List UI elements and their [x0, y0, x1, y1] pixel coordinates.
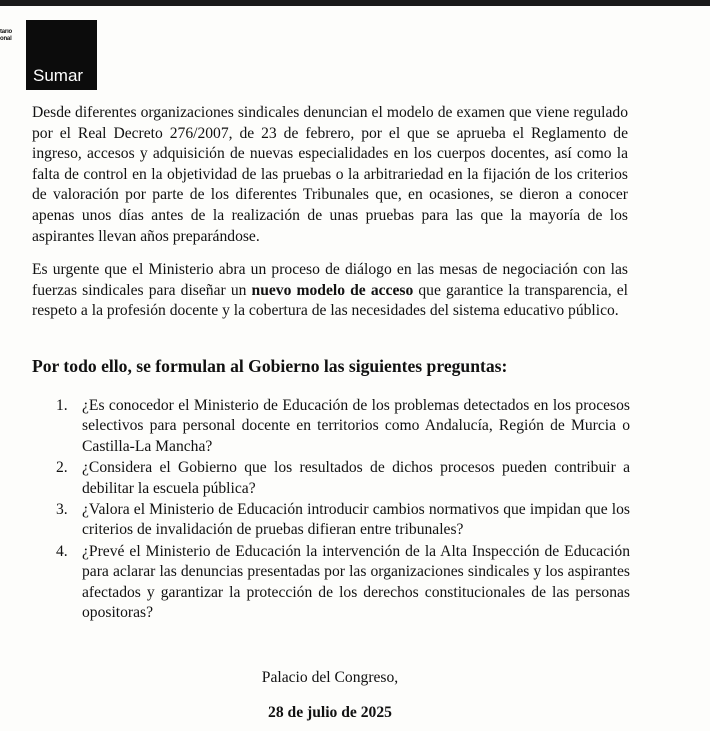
question-number: 2.: [56, 459, 68, 477]
sumar-logo: [26, 20, 97, 90]
closing-place: Palacio del Congreso,: [261, 669, 399, 686]
paragraph-2-before: Es urgente que el Ministerio abra un proceso de diálogo en las mesas de negociación con las fuerzas sindicales para diseñar un: [32, 261, 628, 299]
logo-text: Sumar: [33, 66, 84, 85]
side-label-line1: tario: [0, 29, 13, 35]
question-item: [56, 500, 630, 541]
question-number: 4.: [56, 542, 68, 560]
question-text: ¿Considera el Gobierno que los resultados de dichos procesos pueden contribuir a debilitar la escuela pública?: [82, 459, 630, 497]
question-item: [56, 542, 630, 624]
question-text: ¿Es conocedor el Ministerio de Educación de los problemas detectados en los procesos selectivos para personal docente en territorios como Andalucía, Región de Murcia o Castilla-La Mancha?: [82, 397, 630, 455]
question-text: ¿Valora el Ministerio de Educación introducir cambios normativos que impidan que los criterios de invalidación de pruebas difieran entre tribunales?: [82, 501, 630, 539]
paragraph-2-bold: nuevo modelo de acceso: [251, 281, 414, 299]
paragraph-2: [32, 260, 628, 322]
question-number: 3.: [56, 501, 68, 519]
question-text: ¿Prevé el Ministerio de Educación la intervención de la Alta Inspección de Educación para aclarar las denuncias presentadas por las organizaciones sindicales y los aspirantes afectados y garantizar la protección de los derechos constitucionales de las personas opositoras?: [82, 542, 630, 622]
side-label-line2: onal: [0, 36, 12, 42]
question-number: 1.: [56, 397, 68, 414]
paragraph-2-after: que garantice la transparencia, el respeto a la profesión docente y la cobertura de las necesidades del sistema educativo público.: [32, 281, 628, 320]
questions-list: [56, 396, 630, 624]
closing-date: 28 de julio de 2025: [268, 704, 392, 721]
question-item: [56, 396, 630, 457]
top-border: [0, 0, 710, 6]
side-label: [0, 29, 26, 43]
questions-heading: Por todo ello, se formulan al Gobierno las siguientes preguntas:: [32, 356, 508, 376]
paragraph-1: Desde diferentes organizaciones sindicales denuncian el modelo de examen que viene regulado por el Real Decreto 276/2007, de 23 de febrero, por el que se aprueba el Reglamento de ingreso, accesos y adquisición de nuevas especialidades en los cuerpos docentes, así como la falta de control en la objetividad de las pruebas o la arbitrariedad en la fijación de los criterios de valoración por parte de los diferentes Tribunales que, en ocasiones, se dieron a conocer apenas unos días antes de la realización de unas pruebas para las que la mayoría de los aspirantes llevan años preparándose.: [32, 104, 628, 245]
question-item: [56, 458, 630, 499]
